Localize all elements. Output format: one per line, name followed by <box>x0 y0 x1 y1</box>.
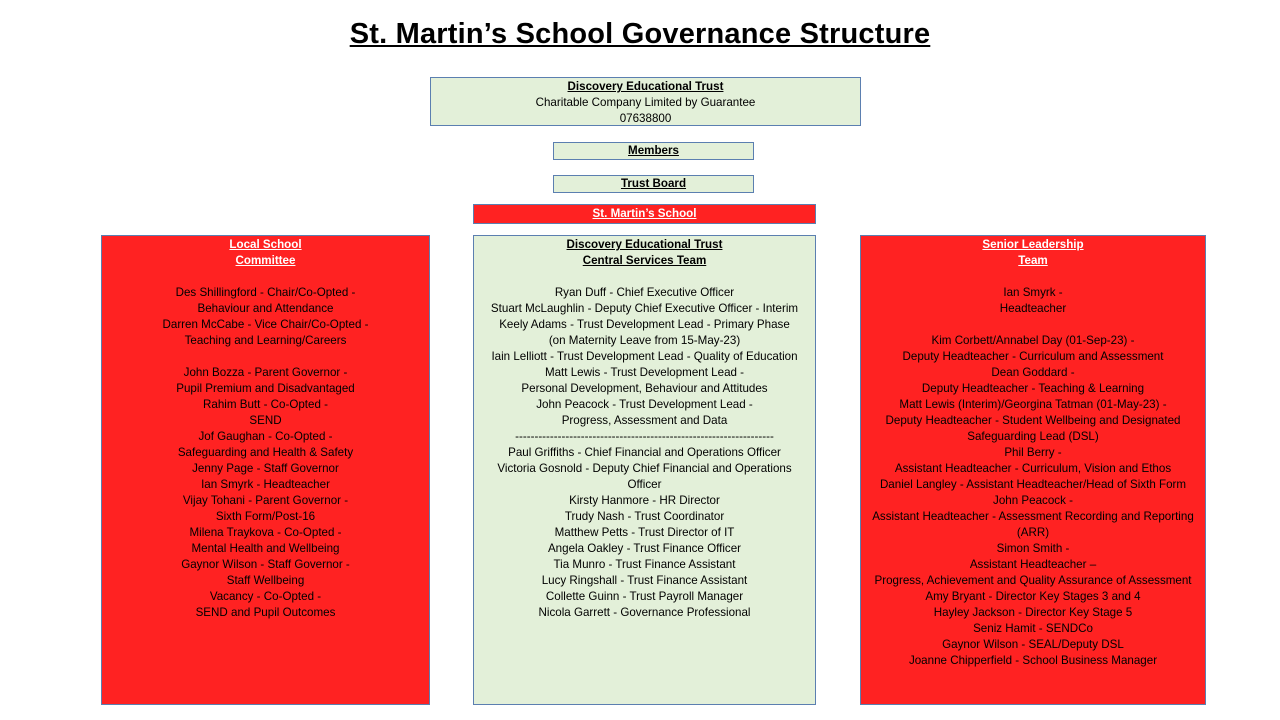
trust-board-label: Trust Board <box>620 177 687 190</box>
list-item: Matthew Petts - Trust Director of IT <box>554 526 735 539</box>
page-title: St. Martin’s School Governance Structure <box>349 18 931 50</box>
spacer <box>102 269 429 285</box>
list-item: Assistant Headteacher - Assessment Recording and Reporting <box>872 510 1194 523</box>
list-item: Mental Health and Wellbeing <box>191 542 340 555</box>
list-item: SEND and Pupil Outcomes <box>195 606 336 619</box>
list-item: Gaynor Wilson - Staff Governor - <box>181 558 350 571</box>
list-item: (on Maternity Leave from 15-May-23) <box>548 334 741 347</box>
list-item: Progress, Assessment and Data <box>561 414 728 427</box>
list-item: Deputy Headteacher - Teaching & Learning <box>921 382 1145 395</box>
list-item: Keely Adams - Trust Development Lead - Primary Phase <box>499 318 790 331</box>
list-item: Deputy Headteacher - Curriculum and Assessment <box>902 350 1164 363</box>
list-item: Sixth Form/Post-16 <box>215 510 316 523</box>
list-item: Paul Griffiths - Chief Financial and Operations Officer <box>508 446 781 459</box>
list-item: Phil Berry - <box>1004 446 1062 459</box>
list-item: Assistant Headteacher – <box>969 558 1097 571</box>
list-item: Lucy Ringshall - Trust Finance Assistant <box>541 574 748 587</box>
committee-heading-line: Local School <box>229 238 302 251</box>
list-item: John Peacock - <box>993 494 1073 507</box>
list-item: Personal Development, Behaviour and Attitudes <box>521 382 768 395</box>
list-item: Progress, Achievement and Quality Assurance of Assessment <box>874 574 1192 587</box>
senior-leadership-team-box <box>860 235 1206 705</box>
list-item: Collette Guinn - Trust Payroll Manager <box>545 590 744 603</box>
list-item: ------------------------------------------------------------------- <box>515 430 774 443</box>
central-services-team-box <box>473 235 816 705</box>
list-item: Officer <box>627 478 662 491</box>
list-item: Hayley Jackson - Director Key Stage 5 <box>933 606 1133 619</box>
list-item: Amy Bryant - Director Key Stages 3 and 4 <box>925 590 1141 603</box>
list-item: Angela Oakley - Trust Finance Officer <box>547 542 742 555</box>
list-item: Matt Lewis (Interim)/Georgina Tatman (01-May-23) - <box>899 398 1167 411</box>
list-item: Safeguarding Lead (DSL) <box>967 430 1099 443</box>
list-item: Darren McCabe - Vice Chair/Co-Opted - <box>162 318 369 331</box>
list-item: Des Shillingford - Chair/Co-Opted - <box>175 286 356 299</box>
central-services-list <box>474 269 815 621</box>
list-item: Trudy Nash - Trust Coordinator <box>564 510 725 523</box>
list-item: Jenny Page - Staff Governor <box>192 462 339 475</box>
committee-heading-line: Committee <box>235 254 296 267</box>
leadership-list <box>861 269 1205 669</box>
committee-member-list <box>102 269 429 621</box>
local-school-committee-box <box>101 235 430 705</box>
list-item: Assistant Headteacher - Curriculum, Vision and Ethos <box>894 462 1172 475</box>
list-item: Behaviour and Attendance <box>197 302 334 315</box>
trust-name: Discovery Educational Trust <box>567 80 724 93</box>
list-item: SEND <box>249 414 282 427</box>
spacer <box>474 269 815 285</box>
spacer <box>861 269 1205 285</box>
school-label: St. Martin’s School <box>592 207 697 220</box>
leadership-heading-line: Senior Leadership <box>982 238 1084 251</box>
list-item: (ARR) <box>1016 526 1050 539</box>
list-item: Deputy Headteacher - Student Wellbeing and Designated <box>885 414 1181 427</box>
discovery-trust-box <box>430 77 861 126</box>
school-box <box>473 204 816 224</box>
spacer <box>861 317 1205 333</box>
list-item: Simon Smith - <box>996 542 1070 555</box>
list-item: Seniz Hamit - SENDCo <box>973 622 1093 635</box>
list-item: Gaynor Wilson - SEAL/Deputy DSL <box>942 638 1124 651</box>
leadership-heading-line: Team <box>1018 254 1048 267</box>
members-box <box>553 142 754 160</box>
list-item: Dean Goddard - <box>991 366 1075 379</box>
list-item: Ryan Duff - Chief Executive Officer <box>554 286 735 299</box>
trust-company-number: 07638800 <box>619 112 672 125</box>
list-item: Iain Lelliott - Trust Development Lead - Quality of Education <box>491 350 798 363</box>
central-services-heading-line: Discovery Educational Trust <box>566 238 723 251</box>
list-item: Joanne Chipperfield - School Business Manager <box>908 654 1158 667</box>
members-label: Members <box>628 144 679 157</box>
list-item: Tia Munro - Trust Finance Assistant <box>553 558 736 571</box>
list-item: Rahim Butt - Co-Opted - <box>203 398 328 411</box>
list-item: Safeguarding and Health & Safety <box>177 446 354 459</box>
list-item: Milena Traykova - Co-Opted - <box>189 526 342 539</box>
list-item: John Bozza - Parent Governor - <box>183 366 348 379</box>
list-item: Pupil Premium and Disadvantaged <box>176 382 355 395</box>
list-item: Kirsty Hanmore - HR Director <box>569 494 720 507</box>
list-item: Ian Smyrk - Headteacher <box>201 478 330 491</box>
list-item: Daniel Langley - Assistant Headteacher/Head of Sixth Form <box>879 478 1187 491</box>
list-item: Staff Wellbeing <box>226 574 305 587</box>
list-item: Vacancy - Co-Opted - <box>209 590 322 603</box>
list-item: Nicola Garrett - Governance Professional <box>538 606 751 619</box>
trust-board-box <box>553 175 754 193</box>
list-item: Jof Gaughan - Co-Opted - <box>198 430 333 443</box>
list-item: Kim Corbett/Annabel Day (01-Sep-23) - <box>931 334 1135 347</box>
spacer <box>102 349 429 365</box>
central-services-heading-line: Central Services Team <box>582 254 707 267</box>
list-item: Vijay Tohani - Parent Governor - <box>182 494 349 507</box>
list-item: Headteacher <box>999 302 1067 315</box>
list-item: Stuart McLaughlin - Deputy Chief Executive Officer - Interim <box>490 302 799 315</box>
list-item: John Peacock - Trust Development Lead - <box>536 398 753 411</box>
list-item: Ian Smyrk - <box>1003 286 1063 299</box>
list-item: Matt Lewis - Trust Development Lead - <box>544 366 745 379</box>
trust-company-type: Charitable Company Limited by Guarantee <box>535 96 756 109</box>
list-item: Victoria Gosnold - Deputy Chief Financial and Operations <box>497 462 792 475</box>
list-item: Teaching and Learning/Careers <box>184 334 347 347</box>
